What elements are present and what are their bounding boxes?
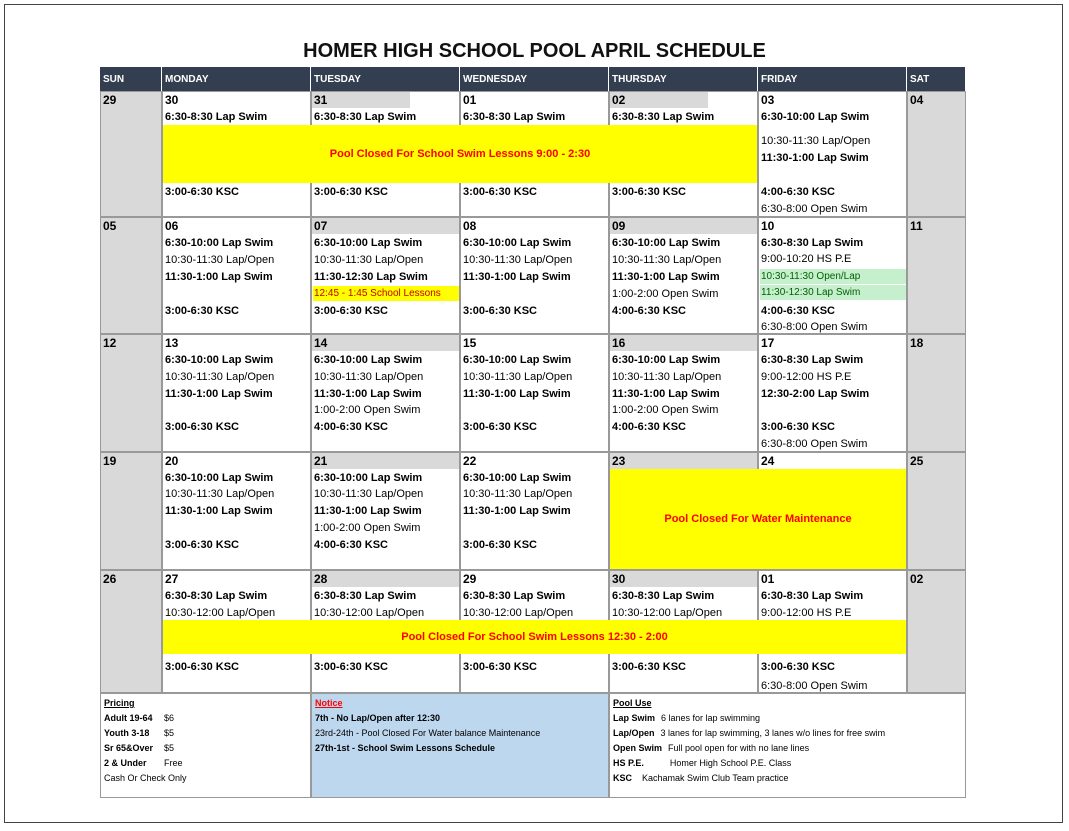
schedule-line: 10:30-11:30 Lap/Open <box>612 254 722 266</box>
day-cell <box>907 334 966 452</box>
schedule-line: 6:30-10:00 Lap Swim <box>612 237 721 249</box>
schedule-line: 11:30-1:00 Lap Swim <box>612 271 720 283</box>
day-cell <box>162 452 311 570</box>
schedule-line: 3:00-6:30 KSC <box>463 421 537 433</box>
schedule-line: 6:30-10:00 Lap Swim <box>314 237 423 249</box>
schedule-line: 11:30-1:00 Lap Swim <box>612 388 720 400</box>
price-label: Sr 65&Over <box>104 743 154 753</box>
schedule-line: 6:30-8:30 Lap Swim <box>612 111 715 123</box>
price-row <box>104 756 307 771</box>
notice-line: 23rd-24th - Pool Closed For Water balance Maintenance <box>315 728 541 738</box>
notice-title: Notice <box>315 698 343 708</box>
schedule-line: 6:30-8:00 Open Swim <box>761 203 868 215</box>
day-cell <box>100 452 162 570</box>
calendar <box>100 67 966 798</box>
schedule-line: 3:00-6:30 KSC <box>761 661 835 673</box>
day-cell <box>100 217 162 334</box>
schedule-line: 6:30-8:30 Lap Swim <box>612 590 715 602</box>
schedule-line: 4:00-6:30 KSC <box>761 305 835 317</box>
schedule-line: 6:30-8:00 Open Swim <box>761 438 868 450</box>
schedule-line: 3:00-6:30 KSC <box>463 539 537 551</box>
schedule-line: 6:30-10:00 Lap Swim <box>165 472 274 484</box>
pool-use-row <box>613 756 962 771</box>
schedule-line: 11:30-12:30 Lap Swim <box>314 271 428 283</box>
date-number: 13 <box>165 336 179 350</box>
date-number: 10 <box>761 219 775 233</box>
schedule-line: 3:00-6:30 KSC <box>165 421 239 433</box>
pool-use-desc: 3 lanes for lap swimming, 3 lanes w/o lines for free swim <box>660 728 886 738</box>
day-cell <box>311 217 460 334</box>
day-cell <box>609 334 758 452</box>
pool-use-desc: Kachamak Swim Club Team practice <box>642 773 789 783</box>
date-number: 04 <box>910 93 924 107</box>
schedule-line: 6:30-10:00 Lap Swim <box>463 472 572 484</box>
day-cell <box>460 334 609 452</box>
date-number: 20 <box>165 454 179 468</box>
notice-line: 7th - No Lap/Open after 12:30 <box>315 713 441 723</box>
schedule-line: 6:30-8:30 Lap Swim <box>761 354 864 366</box>
pool-use-label: KSC <box>613 773 633 783</box>
day-cell <box>460 217 609 334</box>
schedule-line: 6:30-10:00 Lap Swim <box>463 354 572 366</box>
day-cell <box>460 452 609 570</box>
schedule-line: 10:30-11:30 Lap/Open <box>761 135 871 147</box>
schedule-line: 9:00-12:00 HS P.E <box>761 607 852 619</box>
date-number: 14 <box>314 336 328 350</box>
schedule-line: 10:30-11:30 Lap/Open <box>612 371 722 383</box>
schedule-line: 3:00-6:30 KSC <box>314 305 388 317</box>
date-number: 28 <box>314 572 328 586</box>
schedule-line: 10:30-11:30 Lap/Open <box>314 488 424 500</box>
schedule-line: 6:30-10:00 Lap Swim <box>165 237 274 249</box>
schedule-line: 11:30-1:00 Lap Swim <box>463 271 571 283</box>
header-sat: SAT <box>907 67 966 91</box>
date-number: 06 <box>165 219 179 233</box>
day-cell <box>907 452 966 570</box>
schedule-line: 3:00-6:30 KSC <box>463 305 537 317</box>
price-value: $6 <box>164 713 175 723</box>
date-number: 30 <box>612 572 626 586</box>
schedule-line: 10:30-12:00 Lap/Open <box>314 607 425 619</box>
schedule-line: 6:30-8:30 Lap Swim <box>165 590 268 602</box>
page-title: HOMER HIGH SCHOOL POOL APRIL SCHEDULE <box>303 40 766 62</box>
pool-use-row <box>613 726 962 741</box>
schedule-line: 3:00-6:30 KSC <box>165 305 239 317</box>
date-number: 16 <box>612 336 626 350</box>
pricing-box <box>100 693 311 798</box>
schedule-line: 4:00-6:30 KSC <box>612 421 686 433</box>
date-number: 03 <box>761 93 775 107</box>
price-label: Adult 19-64 <box>104 713 153 723</box>
day-cell <box>162 217 311 334</box>
date-number: 31 <box>314 93 328 107</box>
date-number: 08 <box>463 219 477 233</box>
schedule-line: 6:30-8:30 Lap Swim <box>463 590 566 602</box>
day-cell <box>311 334 460 452</box>
pool-use-desc: Homer High School P.E. Class <box>669 758 792 768</box>
pool-use-label: Lap Swim <box>613 713 656 723</box>
closed-band: Pool Closed For Water Maintenance <box>610 469 906 569</box>
schedule-line: 3:00-6:30 KSC <box>314 186 388 198</box>
price-value: $5 <box>164 728 175 738</box>
schedule-line: 11:30-1:00 Lap Swim <box>165 271 273 283</box>
date-number: 30 <box>165 93 179 107</box>
schedule-line: 11:30-1:00 Lap Swim <box>314 388 422 400</box>
schedule-line: 10:30-11:30 Lap/Open <box>463 254 573 266</box>
schedule-line: 3:00-6:30 KSC <box>165 539 239 551</box>
schedule-line: 6:30-8:30 Lap Swim <box>463 111 566 123</box>
schedule-line: 3:00-6:30 KSC <box>612 661 686 673</box>
date-number: 25 <box>910 454 924 468</box>
date-number: 02 <box>612 93 626 107</box>
schedule-line: 10:30-11:30 Lap/Open <box>314 254 424 266</box>
date-number: 21 <box>314 454 328 468</box>
schedule-line: 10:30-11:30 Lap/Open <box>165 254 275 266</box>
schedule-line: 6:30-8:30 Lap Swim <box>314 590 417 602</box>
day-cell <box>311 452 460 570</box>
schedule-line: 6:30-10:00 Lap Swim <box>314 354 423 366</box>
schedule-line: 10:30-11:30 Lap/Open <box>165 371 275 383</box>
schedule-line: 9:00-12:00 HS P.E <box>761 371 852 383</box>
schedule-line: 6:30-10:00 Lap Swim <box>463 237 572 249</box>
closed-band: Pool Closed For School Swim Lessons 12:30 - 2:00 <box>163 620 906 654</box>
schedule-line: 3:00-6:30 KSC <box>314 661 388 673</box>
schedule-line: 3:00-6:30 KSC <box>165 186 239 198</box>
schedule-line: 3:00-6:30 KSC <box>463 186 537 198</box>
pool-use-row <box>613 711 962 726</box>
day-cell <box>907 91 966 217</box>
schedule-line: 11:30-1:00 Lap Swim <box>463 388 571 400</box>
price-row <box>104 711 307 726</box>
closed-band: Pool Closed For School Swim Lessons 9:00 - 2:30 <box>163 125 757 183</box>
schedule-line: 6:30-10:00 Lap Swim <box>612 354 721 366</box>
schedule-line: 6:30-10:00 Lap Swim <box>761 111 870 123</box>
schedule-line: 10:30-11:30 Lap/Open <box>314 371 424 383</box>
schedule-line: 3:00-6:30 KSC <box>463 661 537 673</box>
date-number: 01 <box>463 93 477 107</box>
schedule-line: 10:30-11:30 Lap/Open <box>463 371 573 383</box>
date-number: 15 <box>463 336 477 350</box>
price-value: Free <box>164 758 183 768</box>
day-cell <box>907 570 966 693</box>
pool-use-label: Open Swim <box>613 743 663 753</box>
schedule-line: 10:30-12:00 Lap/Open <box>463 607 574 619</box>
schedule-line: 4:00-6:30 KSC <box>314 539 388 551</box>
notice-box <box>311 693 609 798</box>
pool-use-title: Pool Use <box>613 698 652 708</box>
schedule-line: 3:00-6:30 KSC <box>612 186 686 198</box>
pool-use-desc: Full pool open for with no lane lines <box>668 743 810 753</box>
date-number: 24 <box>761 454 775 468</box>
date-number: 19 <box>103 454 117 468</box>
schedule-line: 11:30-1:00 Lap Swim <box>463 505 571 517</box>
schedule-line: 6:30-8:30 Lap Swim <box>314 111 417 123</box>
price-row <box>104 741 307 756</box>
date-number: 26 <box>103 572 117 586</box>
date-number: 23 <box>612 454 626 468</box>
date-number: 18 <box>910 336 924 350</box>
pool-use-row <box>613 741 962 756</box>
date-number: 29 <box>463 572 477 586</box>
schedule-line: 10:30-12:00 Lap/Open <box>165 607 276 619</box>
schedule-line: 6:30-8:30 Lap Swim <box>761 590 864 602</box>
schedule-line: 10:30-11:30 Lap/Open <box>463 488 573 500</box>
day-cell <box>907 217 966 334</box>
date-number: 11 <box>910 219 923 233</box>
day-cell <box>100 91 162 217</box>
day-cell <box>758 91 907 217</box>
schedule-line: 11:30-1:00 Lap Swim <box>165 505 273 517</box>
pool-use-label: Lap/Open <box>613 728 655 738</box>
schedule-line: 12:30-2:00 Lap Swim <box>761 388 870 400</box>
date-number: 07 <box>314 219 328 233</box>
schedule-line: 4:00-6:30 KSC <box>612 305 686 317</box>
date-number: 09 <box>612 219 626 233</box>
notice-line: 27th-1st - School Swim Lessons Schedule <box>315 743 496 753</box>
day-cell <box>100 334 162 452</box>
day-cell <box>609 217 758 334</box>
header-friday: FRIDAY <box>758 67 907 91</box>
schedule-line: 11:30-1:00 Lap Swim <box>165 388 273 400</box>
schedule-line: 10:30-12:00 Lap/Open <box>612 607 723 619</box>
schedule-line: 6:30-8:30 Lap Swim <box>165 111 268 123</box>
header-monday: MONDAY <box>162 67 311 91</box>
date-number: 22 <box>463 454 477 468</box>
schedule-line: 6:30-8:30 Lap Swim <box>761 237 864 249</box>
date-number: 29 <box>103 93 117 107</box>
school-lessons-highlight: 12:45 - 1:45 School Lessons <box>313 286 459 301</box>
schedule-line: 1:00-2:00 Open Swim <box>314 404 421 416</box>
open-lap-highlight: 10:30-11:30 Open/Lap <box>760 269 906 284</box>
schedule-line: 1:00-2:00 Open Swim <box>612 288 719 300</box>
pool-use-row <box>613 771 962 786</box>
schedule-line: 4:00-6:30 KSC <box>761 186 835 198</box>
pool-use-label: HS P.E. <box>613 758 644 768</box>
price-row <box>104 726 307 741</box>
schedule-line: 6:30-10:00 Lap Swim <box>165 354 274 366</box>
pool-use-box <box>609 693 966 798</box>
schedule-line: 3:00-6:30 KSC <box>165 661 239 673</box>
pool-use-desc: 6 lanes for lap swimming <box>661 713 761 723</box>
day-cell <box>758 217 907 334</box>
pricing-title: Pricing <box>104 698 135 708</box>
schedule-line: 11:30-1:00 Lap Swim <box>761 152 869 164</box>
day-cell <box>100 570 162 693</box>
schedule-line: 3:00-6:30 KSC <box>761 421 835 433</box>
schedule-line: 6:30-8:00 Open Swim <box>761 321 868 333</box>
date-number: 05 <box>103 219 117 233</box>
date-number: 02 <box>910 572 924 586</box>
day-cell <box>162 334 311 452</box>
header-thursday: THURSDAY <box>609 67 758 91</box>
schedule-line: 9:00-10:20 HS P.E <box>761 253 852 265</box>
date-number: 27 <box>165 572 179 586</box>
date-number: 01 <box>761 572 775 586</box>
header-sun: SUN <box>100 67 162 91</box>
schedule-line: 1:00-2:00 Open Swim <box>314 522 421 534</box>
date-number: 17 <box>761 336 775 350</box>
header-tuesday: TUESDAY <box>311 67 460 91</box>
date-number: 12 <box>103 336 117 350</box>
header-wednesday: WEDNESDAY <box>460 67 609 91</box>
schedule-line: 11:30-1:00 Lap Swim <box>314 505 422 517</box>
schedule-line: 4:00-6:30 KSC <box>314 421 388 433</box>
lap-swim-highlight: 11:30-12:30 Lap Swim <box>760 285 906 300</box>
schedule-line: 6:30-10:00 Lap Swim <box>314 472 423 484</box>
schedule-line: 1:00-2:00 Open Swim <box>612 404 719 416</box>
schedule-line: 6:30-8:00 Open Swim <box>761 680 868 692</box>
payment-note: Cash Or Check Only <box>104 773 187 783</box>
price-value: $5 <box>164 743 175 753</box>
price-label: 2 & Under <box>104 758 147 768</box>
day-cell <box>758 334 907 452</box>
schedule-line: 10:30-11:30 Lap/Open <box>165 488 275 500</box>
price-label: Youth 3-18 <box>104 728 150 738</box>
